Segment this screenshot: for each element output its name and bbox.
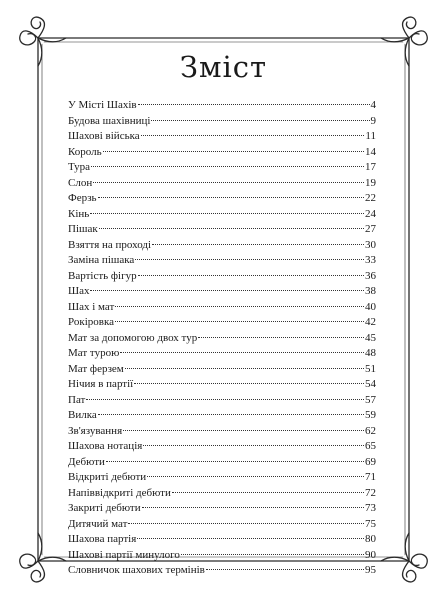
dot-leader — [152, 244, 364, 245]
toc-entry — [68, 377, 376, 393]
toc-entry — [68, 486, 376, 502]
toc-entry — [68, 362, 376, 378]
toc-entry-title: Нічия в партії — [68, 378, 134, 390]
toc-entry-page-number: 59 — [365, 409, 376, 421]
toc-entry-title: Шахова нотація — [68, 440, 143, 452]
toc-entry-page-number: 75 — [365, 517, 376, 530]
toc-entry — [68, 160, 376, 176]
dot-leader — [141, 135, 365, 136]
dot-leader — [90, 213, 364, 214]
toc-entry-title: Вартість фігур — [68, 269, 137, 282]
dot-leader — [98, 197, 364, 198]
toc-entry-page-number: 19 — [365, 176, 376, 189]
toc-entry-page-number: 71 — [365, 471, 376, 483]
toc-entry-title: Слон — [68, 176, 93, 189]
dot-leader — [143, 445, 364, 446]
toc-entry-title: Ферзь — [68, 192, 97, 204]
toc-entry — [68, 129, 376, 145]
toc-entry — [68, 532, 376, 548]
toc-entry — [68, 331, 376, 347]
page-title: Зміст — [179, 50, 268, 84]
toc-entry — [68, 98, 376, 114]
toc-entry-title: Заміна пішака — [68, 254, 135, 266]
dot-leader — [91, 166, 364, 167]
toc-entry — [68, 563, 376, 579]
table-of-contents — [68, 98, 376, 579]
toc-entry-page-number: 72 — [365, 486, 376, 499]
toc-entry-page-number: 9 — [370, 114, 376, 127]
toc-entry-page-number: 42 — [365, 316, 376, 328]
toc-entry-title: Рокіровка — [68, 316, 114, 328]
toc-entry — [68, 517, 376, 533]
toc-entry-page-number: 62 — [365, 424, 376, 437]
toc-entry — [68, 207, 376, 223]
toc-entry — [68, 284, 376, 300]
toc-entry-page-number: 57 — [365, 393, 376, 406]
toc-entry — [68, 176, 376, 192]
dot-leader — [115, 321, 364, 322]
toc-entry-title: Вилка — [68, 409, 97, 421]
dot-leader — [123, 430, 364, 431]
toc-entry-page-number: 4 — [370, 99, 376, 111]
dot-leader — [172, 492, 364, 493]
dot-leader — [206, 569, 364, 570]
toc-entry-page-number: 65 — [365, 440, 376, 452]
toc-entry-page-number: 54 — [365, 378, 376, 390]
toc-entry-page-number: 69 — [365, 455, 376, 468]
toc-entry-title: Напіввідкриті дебюти — [68, 486, 171, 499]
toc-entry-page-number: 30 — [365, 238, 376, 251]
toc-entry-page-number: 80 — [365, 533, 376, 545]
toc-entry — [68, 408, 376, 424]
toc-entry-title: Шахові партії минулого — [68, 548, 180, 561]
toc-entry-page-number: 40 — [365, 300, 376, 313]
toc-entry-page-number: 14 — [365, 145, 376, 158]
toc-entry-page-number: 45 — [365, 331, 376, 344]
toc-entry — [68, 238, 376, 254]
toc-entry — [68, 300, 376, 316]
dot-leader — [125, 368, 364, 369]
dot-leader — [120, 352, 364, 353]
toc-entry — [68, 548, 376, 564]
toc-entry-title: Шахові війська — [68, 130, 140, 142]
dot-leader — [98, 414, 364, 415]
toc-entry-page-number: 51 — [365, 362, 376, 375]
toc-entry — [68, 346, 376, 362]
toc-entry-title: Король — [68, 145, 102, 158]
toc-entry-page-number: 36 — [365, 269, 376, 282]
dot-leader — [93, 182, 364, 183]
toc-entry-title: Мат за допомогою двох тур — [68, 331, 198, 344]
dot-leader — [137, 538, 364, 539]
toc-entry-page-number: 17 — [365, 161, 376, 173]
toc-entry — [68, 269, 376, 285]
toc-entry-title: Дебюти — [68, 455, 105, 468]
dot-leader — [99, 228, 364, 229]
toc-entry-title: Тура — [68, 161, 91, 173]
toc-entry-page-number: 95 — [365, 564, 376, 576]
toc-entry-page-number: 24 — [365, 207, 376, 220]
toc-entry-title: Взяття на проході — [68, 238, 152, 251]
toc-entry-title: Закриті дебюти — [68, 502, 141, 514]
dot-leader — [151, 120, 369, 121]
dot-leader — [198, 337, 364, 338]
dot-leader — [138, 104, 370, 105]
toc-entry-title: У Місті Шахів — [68, 99, 137, 111]
toc-entry — [68, 191, 376, 207]
toc-entry-page-number: 73 — [365, 502, 376, 514]
toc-entry-title: Пішак — [68, 223, 98, 235]
dot-leader — [115, 306, 364, 307]
toc-entry — [68, 114, 376, 130]
toc-entry-title: Мат ферзем — [68, 362, 124, 375]
toc-entry-page-number: 11 — [365, 130, 376, 142]
toc-entry — [68, 501, 376, 517]
toc-entry — [68, 315, 376, 331]
toc-entry-title: Будова шахівниці — [68, 114, 151, 127]
toc-entry-page-number: 22 — [365, 192, 376, 204]
toc-entry — [68, 393, 376, 409]
dot-leader — [181, 554, 364, 555]
toc-entry-title: Мат турою — [68, 347, 120, 359]
dot-leader — [134, 383, 364, 384]
dot-leader — [90, 290, 364, 291]
toc-entry — [68, 455, 376, 471]
toc-entry-title: Шах і мат — [68, 300, 115, 313]
dot-leader — [135, 259, 364, 260]
toc-entry — [68, 253, 376, 269]
toc-entry — [68, 439, 376, 455]
toc-entry-page-number: 48 — [365, 347, 376, 359]
toc-entry-page-number: 33 — [365, 254, 376, 266]
toc-entry-title: Пат — [68, 393, 86, 406]
toc-entry-page-number: 90 — [365, 548, 376, 561]
toc-entry — [68, 470, 376, 486]
toc-entry-title: Дитячий мат — [68, 517, 128, 530]
dot-leader — [128, 523, 364, 524]
toc-entry-title: Шахова партія — [68, 533, 137, 545]
toc-entry — [68, 145, 376, 161]
dot-leader — [142, 507, 364, 508]
toc-entry — [68, 222, 376, 238]
toc-entry-title: Шах — [68, 285, 90, 297]
dot-leader — [86, 399, 364, 400]
toc-entry-page-number: 38 — [365, 285, 376, 297]
dot-leader — [138, 275, 364, 276]
toc-entry-title: Відкриті дебюти — [68, 471, 147, 483]
toc-entry-title: Зв'язування — [68, 424, 123, 437]
toc-entry-page-number: 27 — [365, 223, 376, 235]
dot-leader — [147, 476, 364, 477]
dot-leader — [103, 151, 364, 152]
toc-entry — [68, 424, 376, 440]
toc-entry-title: Словничок шахових термінів — [68, 564, 205, 576]
dot-leader — [106, 461, 364, 462]
toc-entry-title: Кінь — [68, 207, 90, 220]
